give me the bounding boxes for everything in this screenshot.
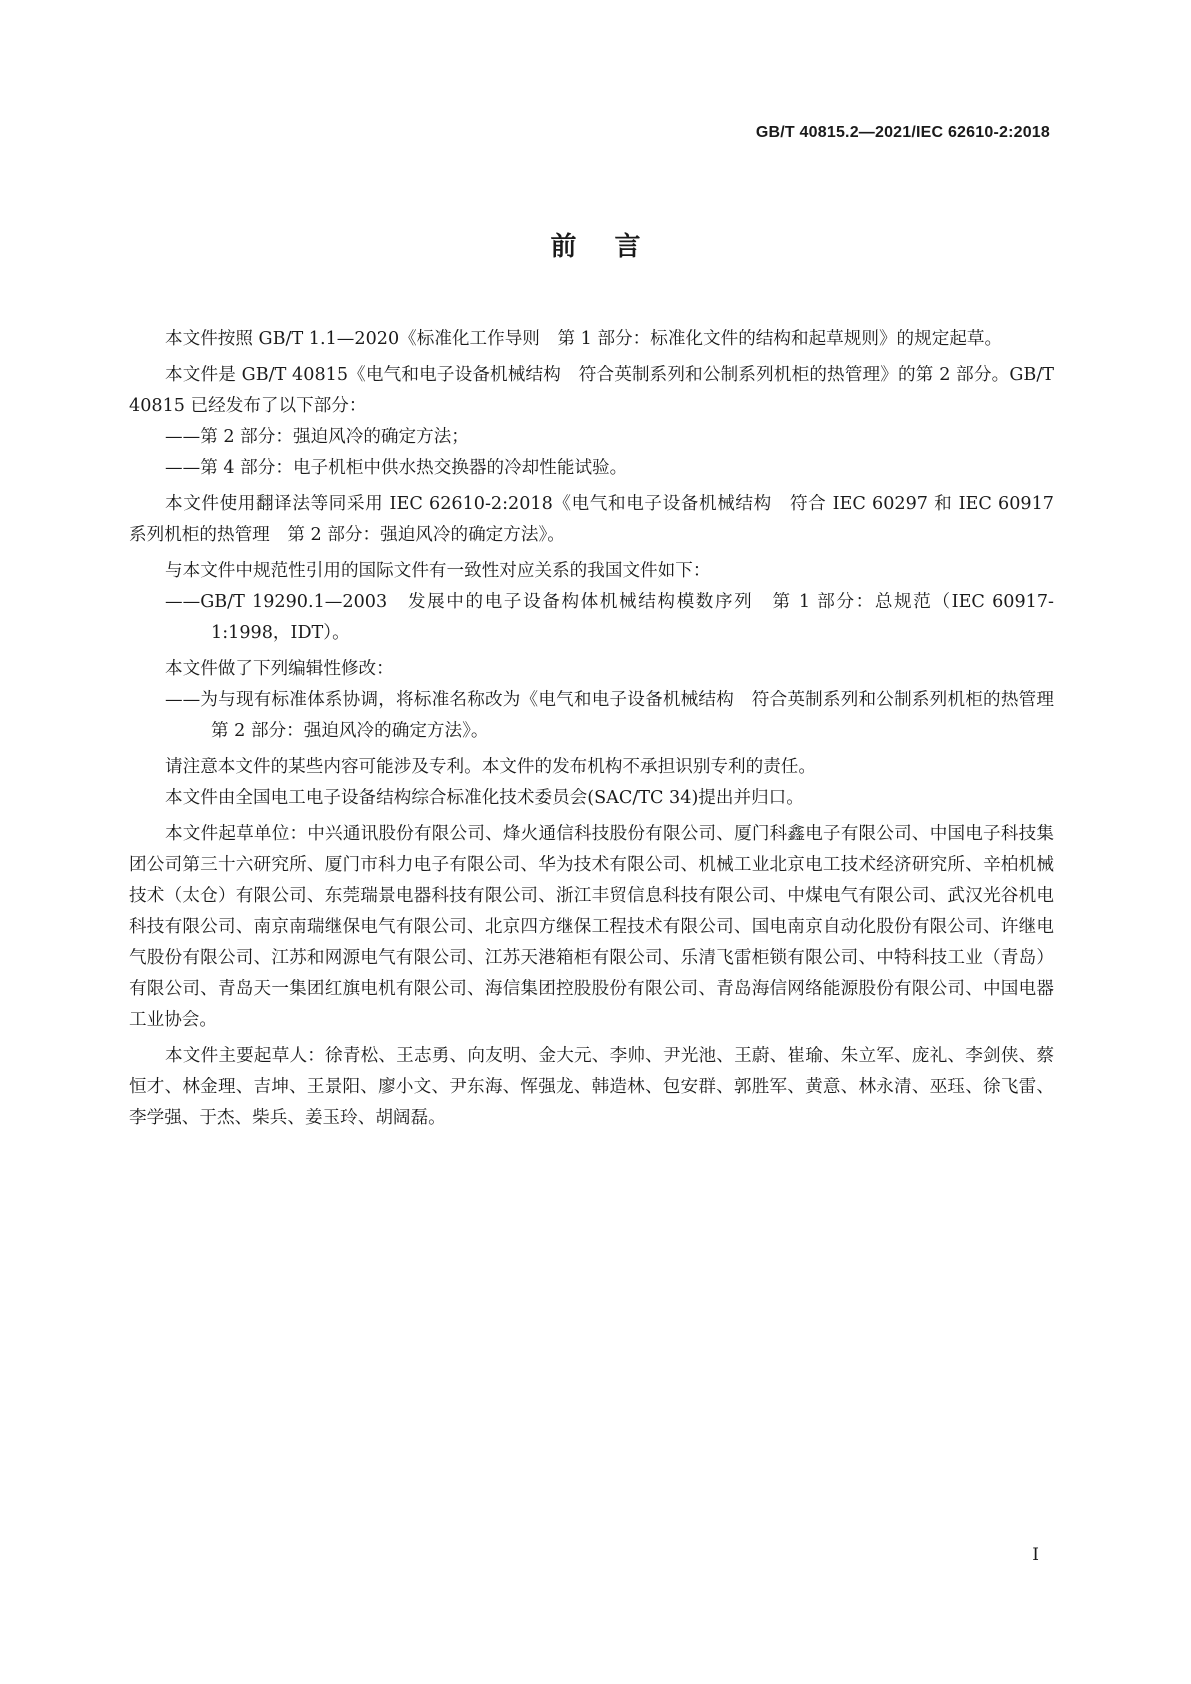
foreword-body <box>129 324 1072 1134</box>
list-item-name-change: ——为与现有标准体系协调，将标准名称改为《电气和电子设备机械结构 符合英制系列和公制系列机柜的热管理 第 2 部分：强迫风冷的确定方法》。 <box>165 690 1072 741</box>
paragraph-drafters: 本文件主要起草人：徐青松、王志勇、向友明、金大元、李帅、尹光池、王蔚、崔瑜、朱立军、庞礼、李剑侠、蔡恒才、林金理、吉坤、王景阳、廖小文、尹东海、恽强龙、韩造林、包安群、郭胜军、黄意、林永清、巫珏、徐飞雷、李学强、于杰、柴兵、姜玉玲、胡阔磊。 <box>129 1046 1054 1128</box>
paragraph-drafting-organizations: 本文件起草单位：中兴通讯股份有限公司、烽火通信科技股份有限公司、厦门科鑫电子有限公司、中国电子科技集团公司第三十六研究所、厦门市科力电子有限公司、华为技术有限公司、机械工业北京电工技术经济研究所、辛柏机械技术（太仓）有限公司、东莞瑞景电器科技有限公司、浙江丰贸信息科技有限公司、中煤电气有限公司、武汉光谷机电科技有限公司、南京南瑞继保电气有限公司、北京四方继保工程技术有限公司、国电南京自动化股份有限公司、许继电气股份有限公司、江苏和网源电气有限公司、江苏天港箱柜有限公司、乐清飞雷柜锁有限公司、中特科技工业（青岛）有限公司、青岛天一集团红旗电机有限公司、海信集团控股股份有限公司、青岛海信网络能源股份有限公司、中国电器工业协会。 <box>129 824 1054 1030</box>
list-item-gb-19290: ——GB/T 19290.1—2003 发展中的电子设备构体机械结构模数序列 第 1 部分：总规范（IEC 60917-1:1998，IDT）。 <box>165 592 1054 643</box>
paragraph-series-parts: 本文件是 GB/T 40815《电气和电子设备机械结构 符合英制系列和公制系列机柜的热管理》的第 2 部分。GB/T 40815 已经发布了以下部分： <box>129 365 1054 416</box>
paragraph-patent-notice: 请注意本文件的某些内容可能涉及专利。本文件的发布机构不承担识别专利的责任。 <box>165 757 816 777</box>
paragraph-adoption: 本文件使用翻译法等同采用 IEC 62610-2:2018《电气和电子设备机械结构 符合 IEC 60297 和 IEC 60917 系列机柜的热管理 第 2 部分：强迫风冷的确定方法》。 <box>129 494 1054 545</box>
page-title: 前言 <box>550 232 679 262</box>
paragraph-editorial-changes: 本文件做了下列编辑性修改： <box>165 659 394 679</box>
page-number: I <box>1032 1545 1039 1565</box>
paragraph-correspondence: 与本文件中规范性引用的国际文件有一致性对应关系的我国文件如下： <box>165 561 711 581</box>
paragraph-proposer: 本文件由全国电工电子设备结构综合标准化技术委员会(SAC/TC 34)提出并归口。 <box>165 788 804 808</box>
paragraph-drafting-rules: 本文件按照 GB/T 1.1—2020《标准化工作导则 第 1 部分：标准化文件的结构和起草规则》的规定起草。 <box>165 329 1003 349</box>
list-item-part-2: ——第 2 部分：强迫风冷的确定方法； <box>165 427 469 447</box>
list-item-part-4: ——第 4 部分：电子机柜中供水热交换器的冷却性能试验。 <box>165 458 628 478</box>
standard-code: GB/T 40815.2—2021/IEC 62610-2:2018 <box>755 124 1050 141</box>
